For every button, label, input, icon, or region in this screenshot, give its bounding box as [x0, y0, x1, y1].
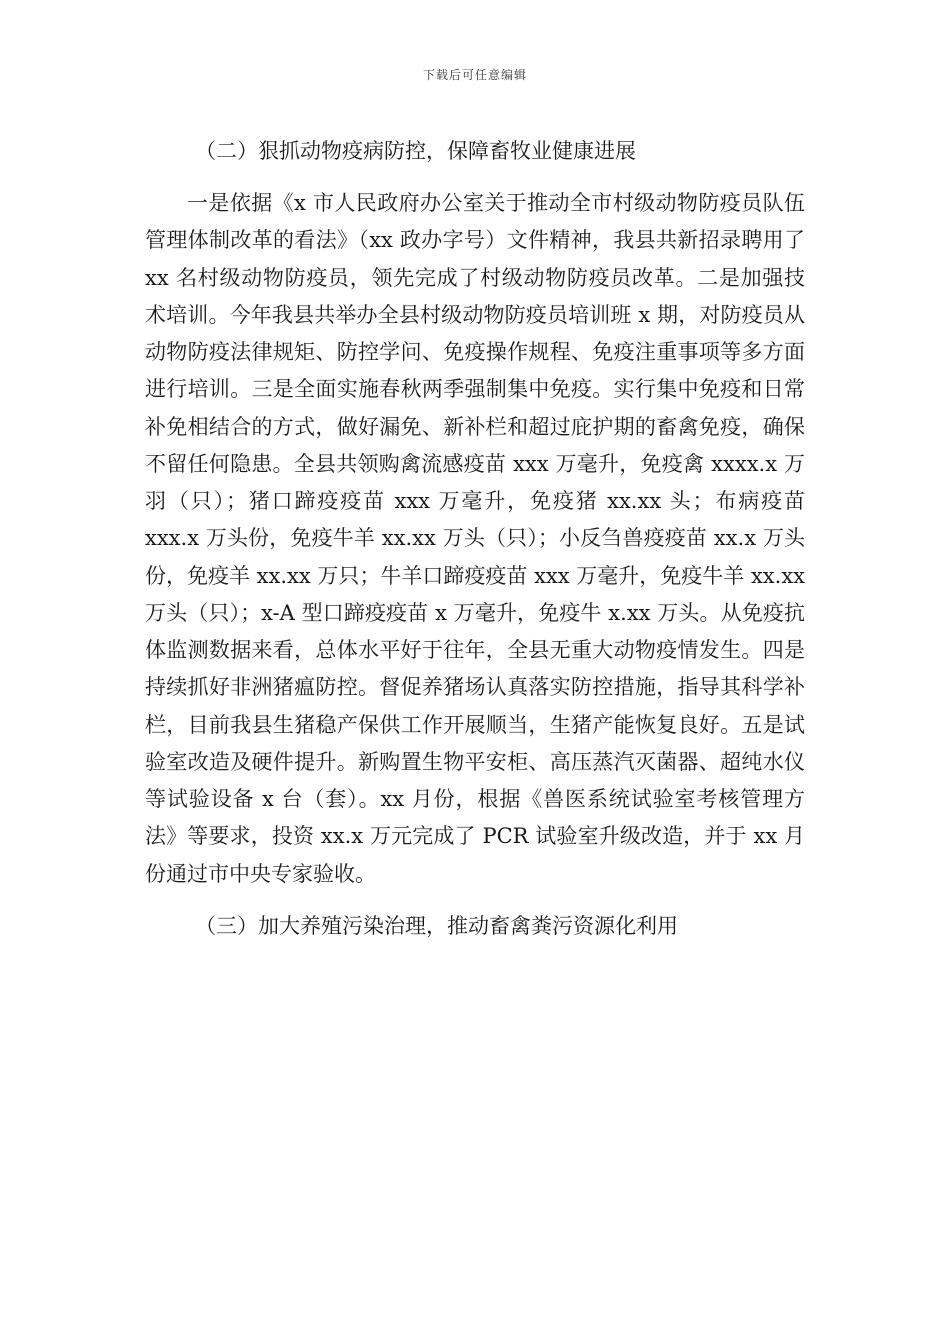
section-heading-2: （二）狠抓动物疫病防控，保障畜牧业健康进展 — [195, 139, 636, 163]
section-paragraph-2: 一是依据《x 市人民政府办公室关于推动全市村级动物防疫员队伍管理体制改革的看法》（xx 政办字号）文件精神，我县共新招录聘用了 xx 名村级动物防疫员，领先完成了村级动物防疫员改革。二是加强技术培训。今年我县共举办全县村级动物防疫员培训班 x 期，对防疫员从动物防疫法律规矩、防控学问、免疫操作规程、免疫注重事项等多方面进行培训。三是全面实施春秋两季强制集中免疫。实行集中免疫和日常补免相结合的方式，做好漏免、新补栏和超过庇护期的畜禽免疫，确保不留任何隐患。全县共领购禽流感疫苗 xxx 万毫升，免疫禽 xxxx.x 万羽（只）；猪口蹄疫疫苗 xxx 万毫升，免疫猪 xx.xx 头；布病疫苗 xxx.x 万头份，免疫牛羊 xx.xx 万头（只）；小反刍兽疫疫苗 xx.x 万头份，免疫羊 xx.xx 万只；牛羊口蹄疫疫苗 xxx 万毫升，免疫牛羊 xx.xx 万头（只）；x-A 型口蹄疫疫苗 x 万毫升，免疫牛 x.xx 万头。从免疫抗体监测数据来看，总体水平好于往年，全县无重大动物疫情发生。四是持续抓好非洲猪瘟防控。督促养猪场认真落实防控措施，指导其科学补栏，目前我县生猪稳产保供工作开展顺当，生猪产能恢复良好。五是试验室改造及硬件提升。新购置生物平安柜、高压蒸汽灭菌器、超纯水仪等试验设备 x 台（套）。xx 月份，根据《兽医系统试验室考核管理方法》等要求，投资 xx.x 万元完成了 PCR 试验室升级改造，并于 xx 月份通过市中央专家验收。 — [145, 191, 806, 886]
section-heading-3: （三）加大养殖污染治理，推动畜禽粪污资源化利用 — [195, 913, 678, 938]
page-header: 下载后可任意编辑 — [422, 68, 527, 82]
document-body — [145, 133, 805, 945]
